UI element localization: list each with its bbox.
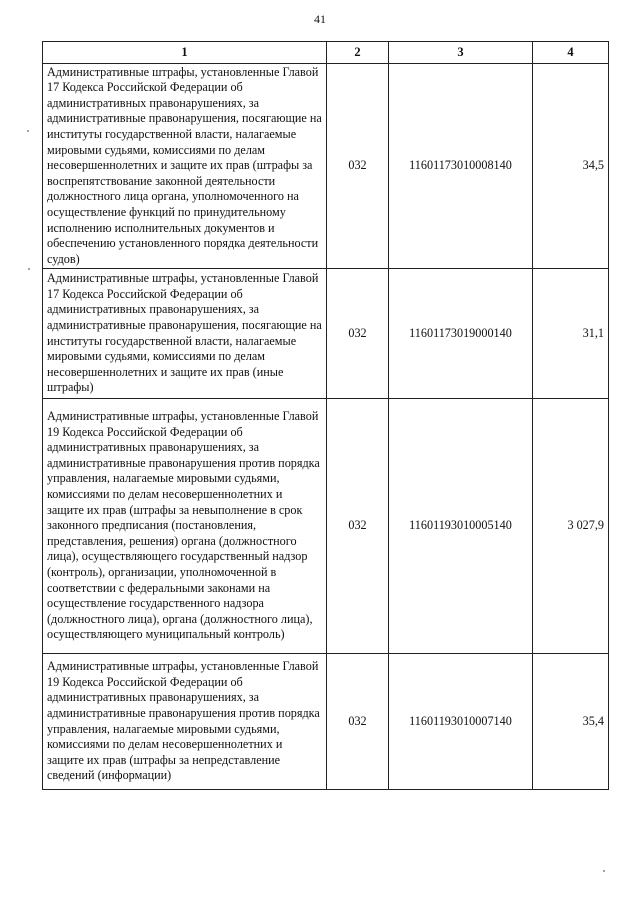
row-admin-code: 032 — [327, 64, 389, 269]
column-header-admin-code: 2 — [327, 42, 389, 64]
row-income-code: 11601173010008140 — [389, 64, 533, 269]
row-amount: 31,1 — [533, 269, 609, 399]
table-row — [43, 399, 609, 654]
row-admin-code: 032 — [327, 269, 389, 399]
row-income-code: 11601193010007140 — [389, 654, 533, 790]
row-description: Административные штрафы, установленные Главой 19 Кодекса Российской Федерации об административных правонарушениях, за административные правонарушения против порядка управления, налагаемые мировыми судьями, комиссиями по делам несовершеннолетних и защите их прав (штрафы за непредставление сведений (информации) — [43, 654, 327, 790]
row-income-code: 11601173019000140 — [389, 269, 533, 399]
column-header-description: 1 — [43, 42, 327, 64]
row-amount: 35,4 — [533, 654, 609, 790]
scan-speck — [28, 268, 30, 270]
scan-speck — [27, 130, 29, 132]
table-row — [43, 269, 609, 399]
column-header-amount: 4 — [533, 42, 609, 64]
row-description: Административные штрафы, установленные Главой 17 Кодекса Российской Федерации об административных правонарушениях, за административные правонарушения, посягающие на институты государственной власти, налагаемые мировыми судьями, комиссиями по делам несовершеннолетних и защите их прав (иные штрафы) — [43, 269, 327, 399]
revenue-table — [42, 41, 609, 790]
row-amount: 34,5 — [533, 64, 609, 269]
row-admin-code: 032 — [327, 654, 389, 790]
row-income-code: 11601193010005140 — [389, 399, 533, 654]
column-header-income-code: 3 — [389, 42, 533, 64]
scan-speck — [603, 870, 605, 872]
page-number: 41 — [314, 12, 326, 26]
row-admin-code: 032 — [327, 399, 389, 654]
row-description: Административные штрафы, установленные Главой 17 Кодекса Российской Федерации об административных правонарушениях, за административные правонарушения, посягающие на институты государственной власти, налагаемые мировыми судьями, комиссиями по делам несовершеннолетних и защите их прав (штрафы за воспрепятствование законной деятельности должностного лица органа, уполномоченного на осуществление функций по принудительному исполнению исполнительных документов и обеспечению установленного порядка деятельности судов) — [43, 64, 327, 269]
row-amount: 3 027,9 — [533, 399, 609, 654]
row-description: Административные штрафы, установленные Главой 19 Кодекса Российской Федерации об административных правонарушениях, за административные правонарушения против порядка управления, налагаемые мировыми судьями, комиссиями по делам несовершеннолетних и защите их прав (штрафы за невыполнение в срок законного предписания (постановления, представления, решения) органа (должностного лица), осуществляющего государственный надзор (контроль), организации, уполномоченной в соответствии с федеральными законами на осуществление государственного надзора (должностного лица), органа (должностного лица), осуществляющего муниципальный контроль) — [43, 399, 327, 654]
table-row — [43, 64, 609, 269]
table-row — [43, 654, 609, 790]
table-header-row — [43, 42, 609, 64]
